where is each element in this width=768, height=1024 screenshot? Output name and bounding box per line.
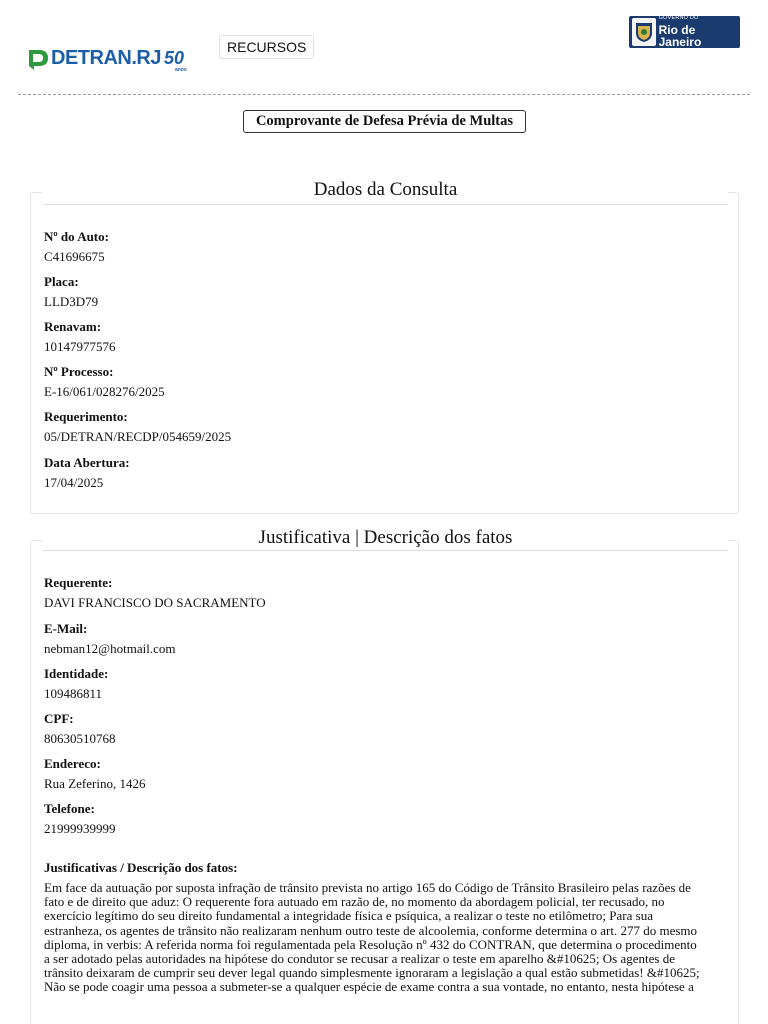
anniversary-mark — [163, 47, 187, 73]
field-renavam — [44, 319, 116, 355]
field-requerente — [44, 575, 266, 611]
field-requerimento — [44, 409, 231, 445]
field-identidade — [44, 666, 108, 702]
field-label: Nº Processo: — [44, 364, 114, 379]
text-line: fato e de direito que aduz: O requerente fora autuado em razão de, no momento da abordagem policial, ter recusado, no — [44, 894, 665, 910]
detran-leaf-icon — [27, 46, 49, 70]
recursos-button[interactable]: RECURSOS — [219, 35, 314, 59]
detran-logo-text: DETRAN.RJ — [51, 46, 161, 69]
page-header — [0, 0, 768, 96]
field-label: Requerimento: — [44, 409, 128, 424]
field-value: 21999939999 — [44, 821, 116, 836]
field-value: 10147977576 — [44, 339, 116, 354]
field-label: Endereco: — [44, 756, 101, 771]
field-email — [44, 621, 175, 657]
header-divider — [18, 94, 750, 95]
field-auto — [44, 229, 109, 265]
field-label: Identidade: — [44, 666, 109, 681]
field-data-abertura — [44, 455, 130, 491]
field-label: Requerente: — [44, 575, 113, 590]
field-value: E-16/061/028276/2025 — [44, 384, 165, 399]
anniversary-number: 50 — [163, 47, 184, 68]
text-line: Em face da autuação por suposta infração de trânsito prevista no artigo 165 do Código de Trânsito Brasileiro pelas razões de — [44, 880, 691, 895]
gov-rj-logo[interactable] — [629, 16, 740, 48]
document-title: Comprovante de Defesa Prévia de Multas — [243, 110, 526, 133]
text-line: trânsito deixaram de cumprir seu dever legal quando simplesmente ignoraram a legislação a qual estão submetidas! &#10625; — [44, 965, 700, 981]
field-label: CPF: — [44, 711, 74, 726]
field-label: Nº do Auto: — [44, 229, 109, 244]
text-line: a ser adotado pelas autoridades na hipótese do condutor se recusar a realizar o teste em aparelho &#10625; Os agentes de — [44, 951, 675, 967]
justificativa-section-title: Justificativa | Descrição dos fatos — [43, 527, 728, 551]
gov-small-text: GOVERNO DO — [658, 15, 699, 22]
detran-logo[interactable] — [27, 44, 187, 73]
state-crest-icon — [632, 18, 656, 46]
field-label: E-Mail: — [44, 621, 88, 636]
justificativa-text-label: Justificativas / Descrição dos fatos: — [44, 860, 238, 875]
field-value: DAVI FRANCISCO DO SACRAMENTO — [44, 595, 266, 610]
text-line: Não se pode coagir uma pessoa a submeter-se a qualquer espécie de exame contra a sua vontade, no entanto, nesta hipótese a — [44, 979, 694, 995]
text-line: estranheza, os agentes de trânsito não realizaram nenhum outro teste de alcoolemia, conforme determina o art. 277 do mesmo — [44, 922, 698, 938]
field-value: 17/04/2025 — [44, 475, 104, 490]
field-label: Renavam: — [44, 319, 102, 334]
gov-big-text: Rio de Janeiro — [658, 22, 702, 49]
text-line: diploma, in verbis: A referida norma foi regulamentada pela Resolução nº 432 do CONTRAN, que determina o procedimento — [44, 936, 697, 952]
justificativa-text — [44, 881, 720, 995]
justificativa-section — [30, 527, 739, 1024]
field-cpf — [44, 711, 116, 747]
field-value: 109486811 — [44, 686, 103, 701]
field-label: Telefone: — [44, 801, 95, 816]
field-value: Rua Zeferino, 1426 — [44, 776, 146, 791]
field-placa — [44, 274, 98, 310]
field-label: Data Abertura: — [44, 455, 130, 470]
field-value: 80630510768 — [44, 731, 116, 746]
field-value: C41696675 — [44, 249, 105, 264]
consulta-section-title: Dados da Consulta — [43, 179, 728, 205]
gov-text — [659, 16, 740, 48]
anniversary-suffix: anos — [174, 66, 187, 73]
field-label: Placa: — [44, 274, 79, 289]
consulta-section — [30, 179, 739, 514]
text-line: exercício legítimo do seu direito fundamental a integridade física e psíquica, a realizar o teste no etilômetro; Para sua — [44, 908, 653, 924]
field-endereco — [44, 756, 145, 792]
field-value: 05/DETRAN/RECDP/054659/2025 — [44, 429, 232, 444]
field-value: nebman12@hotmail.com — [44, 641, 176, 656]
field-processo — [44, 364, 165, 400]
field-value: LLD3D79 — [44, 294, 99, 309]
field-telefone — [44, 801, 116, 837]
